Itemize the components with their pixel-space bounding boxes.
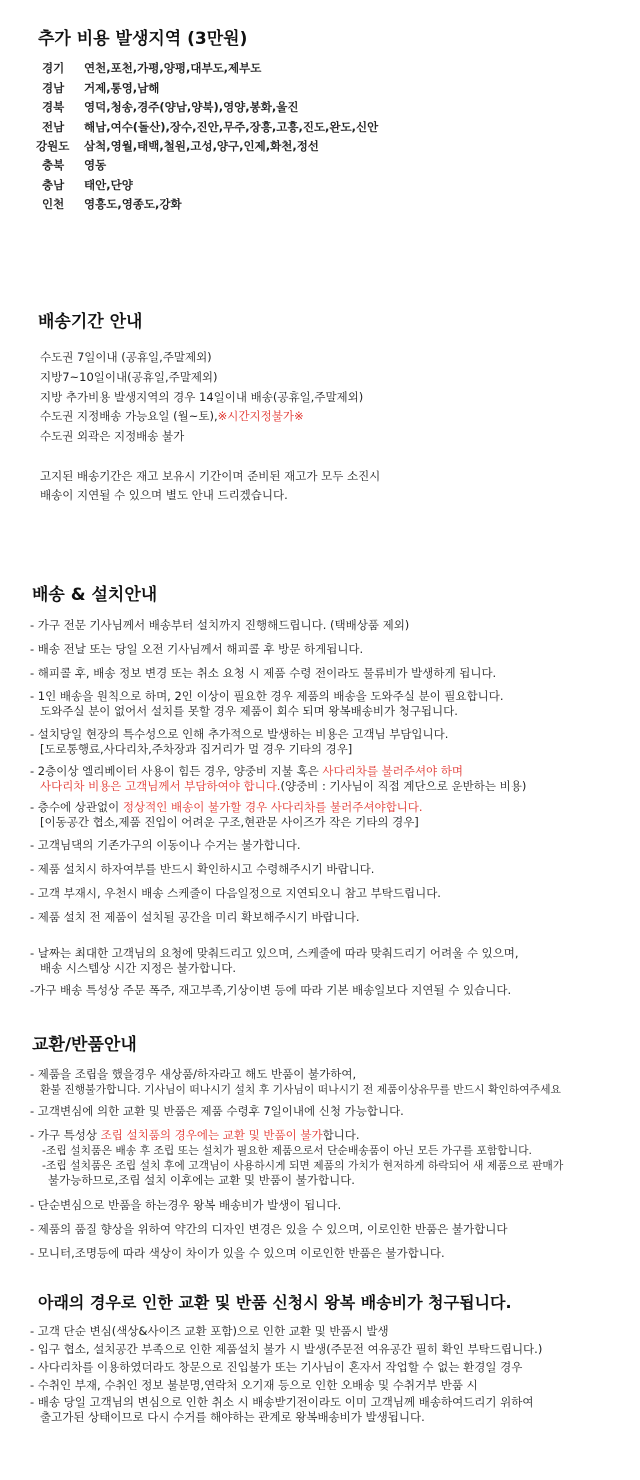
ladder-truck-cost-notice: 사다리차 비용은 고객님께서 부담하여야 합니다.	[40, 779, 281, 793]
list-item-line: - 가구 특성상 조립 설치품의 경우에는 교환 및 반품이 불가합니다.	[30, 1128, 360, 1142]
list-item-line: 도와주실 분이 없어서 설치를 못할 경우 제품이 회수 되며 왕복배송비가 청구됩니다.	[40, 704, 458, 718]
no-time-designation-warning: ※시간지정불가※	[217, 409, 304, 423]
list-item: - 제품 설치시 하자여부를 반드시 확인하시고 수령해주시기 바랍니다.	[30, 862, 375, 876]
list-item-line: -조립 설치품은 배송 후 조립 또는 설치가 필요한 제품으로서 단순배송품이 아닌 모든 가구를 포함합니다.	[42, 1144, 532, 1157]
delivery-period-line: 지방 추가비용 발생지역의 경우 14일이내 배송(공휴일,주말제외)	[40, 390, 364, 404]
list-item-line: - 설치당일 현장의 특수성으로 인해 추가적으로 발생하는 비용은 고객님 부담입니다.	[30, 727, 449, 741]
region-name: 인천	[42, 197, 65, 211]
list-item: - 고객 부재시, 우천시 배송 스케줄이 다음일정으로 지연되오니 참고 부탁드립니다.	[30, 886, 441, 900]
list-item	[30, 1128, 563, 1188]
list-item-line: - 제품을 조립을 했을경우 새상품/하자라고 해도 반품이 불가하여,	[30, 1067, 357, 1081]
region-name: 강원도	[36, 139, 70, 153]
list-item	[30, 689, 504, 719]
list-item	[30, 1395, 533, 1425]
region-name: 충북	[42, 158, 65, 172]
list-item: - 단순변심으로 반품을 하는경우 왕복 배송비가 발생이 됩니다.	[30, 1198, 342, 1212]
list-item	[30, 1067, 561, 1097]
list-item-line: [이동공간 협소,제품 진입이 어려운 구조,현관문 사이즈가 작은 기타의 경우]	[40, 815, 419, 829]
list-item: - 제품의 품질 향상을 위하여 약간의 디자인 변경은 있을 수 있으며, 이로인한 반품은 불가합니다	[30, 1222, 508, 1236]
list-item: - 제품 설치 전 제품이 설치될 공간을 미리 확보해주시기 바랍니다.	[30, 910, 360, 924]
list-item-line: [도로통행료,사다리차,주차장과 집거리가 멀 경우 기타의 경우]	[40, 742, 353, 756]
assembled-no-return-warning: 조립 설치품의 경우에는 교환 및 반품이 불가	[100, 1128, 323, 1142]
list-item: - 고객 단순 변심(색상&사이즈 교환 포함)으로 인한 교환 및 반품시 발생	[30, 1324, 389, 1338]
list-item	[30, 946, 519, 976]
delivery-period-line	[40, 409, 304, 424]
list-item-line: - 2층이상 엘리베이터 사용이 힘든 경우, 양중비 지불 혹은 사다리차를 불러주셔야 하며	[30, 764, 464, 778]
list-item: - 배송 전날 또는 당일 오전 기사님께서 해피콜 후 방문 하게됩니다.	[30, 642, 364, 656]
region-areas: 영덕,청송,경주(양남,양북),영양,봉화,울진	[84, 100, 299, 114]
list-item	[30, 727, 448, 757]
region-name: 경북	[42, 100, 65, 114]
ladder-truck-warning: 정상적인 배송이 불가할 경우 사다리차를 불러주셔야합니다.	[122, 800, 423, 814]
list-item-line: - 1인 배송을 원칙으로 하며, 2인 이상이 필요한 경우 제품의 배송을 도와주실 분이 필요합니다.	[30, 689, 504, 703]
region-name: 경남	[42, 81, 65, 95]
list-item-line: - 날짜는 최대한 고객님의 요청에 맞춰드리고 있으며, 스케줄에 따라 맞춰드리기 어려울 수 있으며,	[30, 946, 519, 960]
list-item: - 사다리차를 이용하였더라도 창문으로 진입불가 또는 기사님이 혼자서 작업할 수 없는 환경일 경우	[30, 1360, 523, 1374]
region-areas: 삼척,영월,태백,철원,고성,양구,인제,화천,정선	[84, 139, 319, 153]
delivery-period-line: 수도권 외곽은 지정배송 불가	[40, 429, 185, 443]
list-item-line: 사다리차 비용은 고객님께서 부담하여야 합니다.(양중비 : 기사님이 직접 계단으로 운반하는 비용)	[40, 779, 527, 793]
list-item: - 가구 전문 기사님께서 배송부터 설치까지 진행해드립니다. (택배상품 제외)	[30, 618, 410, 632]
list-item: -가구 배송 특성상 주문 폭주, 재고부족,기상이변 등에 따라 기본 배송일보다 지연될 수 있습니다.	[30, 983, 512, 997]
ladder-truck-required: 사다리차를 불러주셔야 하며	[322, 764, 464, 778]
delivery-notice-line: 고지된 배송기간은 재고 보유시 기간이며 준비된 재고가 모두 소진시	[40, 469, 381, 483]
list-item: - 고객님댁의 기존가구의 이동이나 수거는 불가합니다.	[30, 838, 301, 852]
region-areas: 연천,포천,가평,양평,대부도,제부도	[84, 61, 262, 75]
list-item-line: -조립 설치품은 조립 설치 후에 고객님이 사용하시게 되면 제품의 가치가 현저하게 하락되어 새 제품으로 판매가	[42, 1159, 564, 1172]
delivery-notice-line: 배송이 지연될 수 있으며 별도 안내 드리겠습니다.	[40, 488, 288, 502]
list-item: - 모니터,조명등에 따라 색상이 차이가 있을 수 있으며 이로인한 반품은 불가합니다.	[30, 1246, 445, 1260]
region-areas: 해남,여수(돌산),장수,진안,무주,장흥,고흥,진도,완도,신안	[84, 120, 379, 134]
install-title: 배송 & 설치안내	[32, 585, 158, 605]
region-areas: 영흥도,영종도,강화	[84, 197, 182, 211]
list-item-line: 환불 진행불가합니다. 기사님이 떠나시기 설치 후 기사님이 떠나시기 전 제품이상유무를 반드시 확인하여주세요	[40, 1083, 561, 1096]
exchange-title: 교환/반품안내	[32, 1035, 137, 1055]
region-name: 충남	[42, 178, 65, 192]
delivery-period-line: 지방7~10일이내(공휴일,주말제외)	[40, 370, 218, 384]
list-item-line: 배송 시스템상 시간 지정은 불가합니다.	[40, 961, 237, 975]
extra-cost-title: 추가 비용 발생지역 (3만원)	[38, 29, 248, 49]
region-name: 경기	[42, 61, 65, 75]
region-areas: 영동	[84, 158, 107, 172]
list-item-line: - 배송 당일 고객님의 변심으로 인한 취소 시 배송받기전이라도 이미 고객님께 배송하여드리기 위하여	[30, 1395, 534, 1409]
list-item	[30, 800, 423, 830]
delivery-period-title: 배송기간 안내	[38, 312, 143, 332]
list-item: - 해피콜 후, 배송 정보 변경 또는 취소 요청 시 제품 수령 전이라도 물류비가 발생하게 됩니다.	[30, 666, 497, 680]
list-item	[30, 764, 526, 794]
designated-delivery-days: 수도권 지정배송 가능요일 (월~토),	[40, 409, 218, 423]
list-item-line: 불가능하므로,조립 설치 이후에는 교환 및 반품이 불가합니다.	[48, 1173, 355, 1187]
list-item-line: - 층수에 상관없이 정상적인 배송이 불가할 경우 사다리차를 불러주셔야합니다.	[30, 800, 423, 814]
list-item: - 고객변심에 의한 교환 및 반품은 제품 수령후 7일이내에 신청 가능합니다.	[30, 1104, 404, 1118]
list-item-line: 출고가된 상태이므로 다시 수거를 해야하는 관계로 왕복배송비가 발생됩니다.	[40, 1410, 425, 1424]
region-name: 전남	[42, 120, 65, 134]
roundtrip-title: 아래의 경우로 인한 교환 및 반품 신청시 왕복 배송비가 청구됩니다.	[38, 1293, 512, 1312]
delivery-period-line: 수도권 7일이내 (공휴일,주말제외)	[40, 350, 212, 364]
region-areas: 거제,통영,남해	[84, 81, 160, 95]
list-item: - 수취인 부재, 수취인 정보 불분명,연락처 오기재 등으로 인한 오배송 및 수취거부 반품 시	[30, 1378, 478, 1392]
list-item: - 입구 협소, 설치공간 부족으로 인한 제품설치 불가 시 발생(주문전 여유공간 필히 확인 부탁드립니다.)	[30, 1342, 543, 1356]
region-areas: 태안,단양	[84, 178, 133, 192]
